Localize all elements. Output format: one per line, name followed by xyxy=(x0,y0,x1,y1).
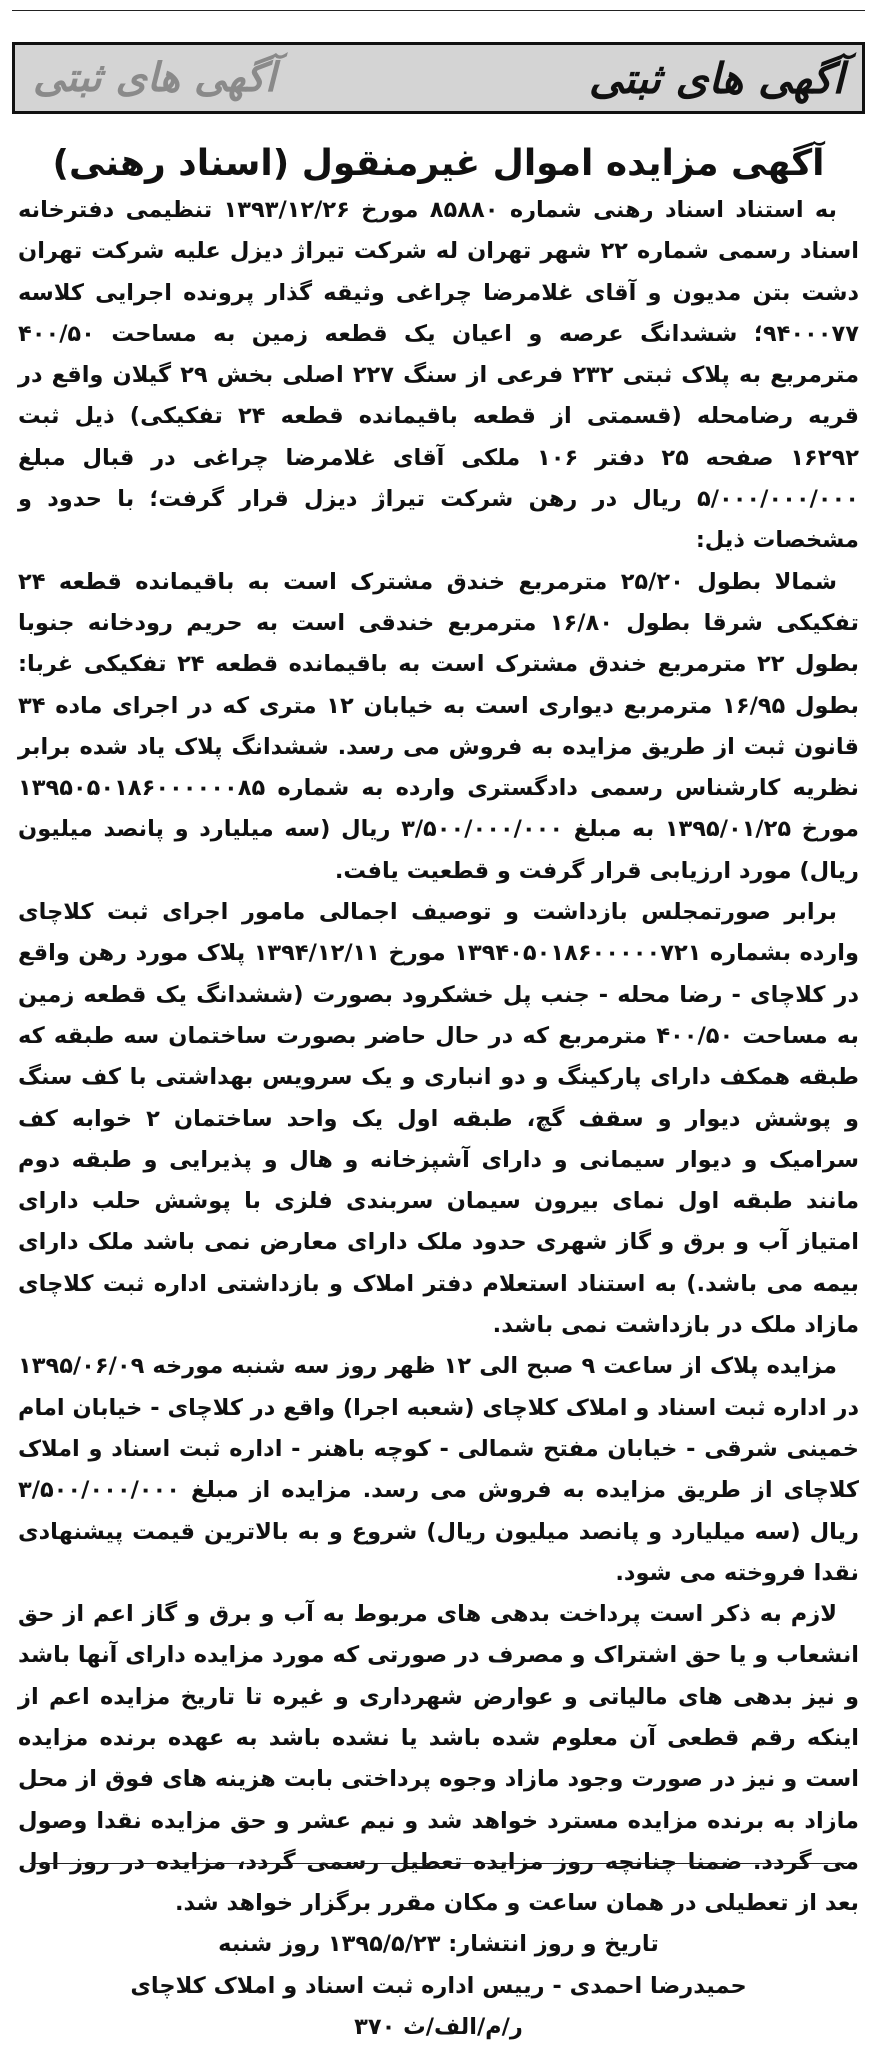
section-header-watermark-title: آگهی های ثبتی xyxy=(33,55,276,101)
publish-date: تاریخ و روز انتشار: ۱۳۹۵/۵/۲۳ روز شنبه xyxy=(218,1931,659,1958)
notice-body xyxy=(18,190,859,2048)
notice-paragraph-description: برابر صورتمجلس بازداشت و توصیف اجمالی مامور اجرای ثبت کلاچای وارده بشماره ۱۳۹۴۰۵۰۱۸۶۰۰۰۰۰۷۲۱ مورخ ۱۳۹۴/۱۲/۱۱ پلاک مورد رهن واقع در کلاچای - رضا محله - جنب پل خشکرود بصورت (ششدانگ یک قطعه زمین به مساحت ۴۰۰/۵۰ مترمربع که در حال حاضر بصورت ساختمان سه طبقه که طبقه همکف دارای پارکینگ و دو انباری و یک سرویس بهداشتی با کف سنگ و پوشش دیوار و سقف گچ، طبقه اول یک واحد ساختمان ۲ خوابه کف سرامیک و دیوار سیمانی و دارای آشپزخانه و هال و پذیرایی و طبقه دوم مانند طبقه اول نمای بیرون سیمان سربندی فلزی با پوشش حلب دارای امتیاز آب و برق و گاز شهری حدود ملک دارای معارض نمی باشد ملک دارای بیمه می باشد.) به استناد استعلام دفتر املاک و بازداشتی اداره ثبت کلاچای مازاد ملک در بازداشت نمی باشد. xyxy=(18,899,860,1339)
signatory: حمیدرضا احمدی - رییس اداره ثبت اسناد و املاک کلاچای xyxy=(130,1972,747,1999)
top-rule xyxy=(12,10,865,11)
reference-code: ر/م/الف/ث ۳۷۰ xyxy=(354,2014,523,2041)
notice-paragraph-conditions: لازم به ذکر است پرداخت بدهی های مربوط به آب و برق و گاز اعم از حق انشعاب و یا حق اشتراک و مصرف در صورتی که مورد مزایده دارای آنها باشد و نیز بدهی های مالیاتی و عوارض شهرداری و غیره تا تاریخ مزایده اعم از اینکه رقم قطعی آن معلوم شده باشد یا نشده باشد به عهده برنده مزایده است و نیز در صورت وجود مازاد وجوه پرداختی بابت هزینه های فوق از محل مازاد به برنده مزایده مسترد خواهد شد و نیم عشر و حق مزایده نقدا وصول می گردد. ضمنا چنانچه روز مزایده تعطیل رسمی گردد، مزایده در روز اول بعد از تعطیلی در همان ساعت و مکان مقرر برگزار خواهد شد. xyxy=(18,1601,859,1917)
notice-paragraph-mortgage: به استناد اسناد رهنی شماره ۸۵۸۸۰ مورخ ۱۳۹۳/۱۲/۲۶ تنظیمی دفترخانه اسناد رسمی شماره ۲۲ شهر تهران له شرکت تیراژ دیزل علیه شرکت تهران دشت بتن مدیون و آقای غلامرضا چراغی وثیقه گذار پرونده اجرایی کلاسه ۹۴۰۰۰۷۷؛ ششدانگ عرصه و اعیان یک قطعه زمین به مساحت ۴۰۰/۵۰ مترمربع به پلاک ثبتی ۲۳۲ فرعی از سنگ ۲۲۷ اصلی بخش ۲۹ گیلان واقع در قریه رضامحله (قسمتی از قطعه باقیمانده قطعه ۲۴ تفکیکی) ذیل ثبت ۱۶۲۹۲ صفحه ۲۵ دفتر ۱۰۶ ملکی آقای غلامرضا چراغی در قبال مبلغ ۵/۰۰۰/۰۰۰/۰۰۰ ریال در رهن شرکت تیراژ دیزل قرار گرفت؛ با حدود و مشخصات ذیل: xyxy=(18,197,860,554)
section-header-title: آگهی های ثبتی xyxy=(588,53,844,103)
notice-paragraph-boundaries: شمالا بطول ۲۵/۲۰ مترمربع خندق مشترک است به باقیمانده قطعه ۲۴ تفکیکی شرقا بطول ۱۶/۸۰ مترمربع خندقی است به حریم رودخانه جنوبا بطول ۲۲ مترمربع خندق مشترک است به باقیمانده قطعه ۲۴ تفکیکی غربا: بطول ۱۶/۹۵ مترمربع دیواری است به خیابان ۱۲ متری که در اجرای ماده ۳۴ قانون ثبت از طریق مزایده به فروش می رسد. ششدانگ پلاک یاد شده برابر نظریه کارشناس رسمی دادگستری وارده به شماره ۱۳۹۵۰۵۰۱۸۶۰۰۰۰۰۰۸۵ مورخ ۱۳۹۵/۰۱/۲۵ به مبلغ ۳/۵۰۰/۰۰۰/۰۰۰ ریال (سه میلیارد و پانصد میلیون ریال) مورد ارزیابی قرار گرفت و قطعیت یافت. xyxy=(18,568,859,884)
notice-paragraph-auction: مزایده پلاک از ساعت ۹ صبح الی ۱۲ ظهر روز سه شنبه مورخه ۱۳۹۵/۰۶/۰۹ در اداره ثبت اسناد و املاک کلاچای (شعبه اجرا) واقع در کلاچای - خیابان امام خمینی شرقی - خیابان مفتح شمالی - کوچه باهنر - اداره ثبت اسناد و املاک کلاچای از طریق مزایده به فروش می رسد. مزایده از مبلغ ۳/۵۰۰/۰۰۰/۰۰۰ ریال (سه میلیارد و پانصد میلیون ریال) شروع و به بالاترین قیمت پیشنهادی نقدا فروخته می شود. xyxy=(18,1353,859,1586)
notice-title: آگهی مزایده اموال غیرمنقول (اسناد رهنی) xyxy=(52,143,825,184)
section-header xyxy=(12,42,865,114)
bottom-rule xyxy=(30,1863,847,1864)
